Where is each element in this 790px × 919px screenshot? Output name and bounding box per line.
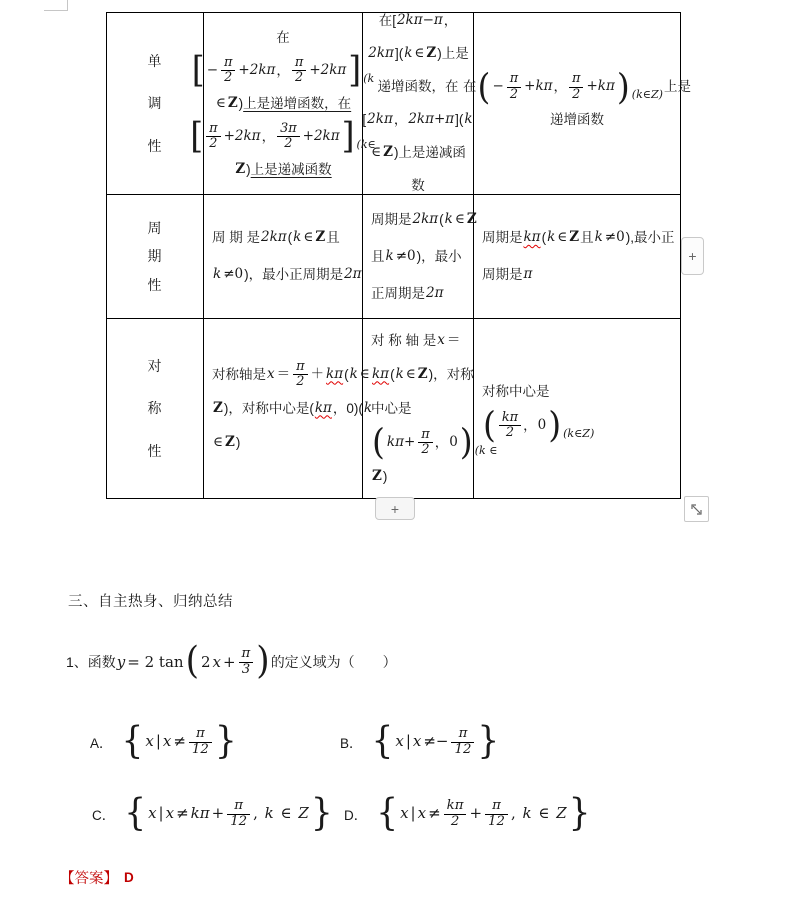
row-label bbox=[107, 195, 204, 319]
math-token: ( bbox=[344, 366, 349, 382]
math-token: { bbox=[121, 719, 144, 763]
row-label-char: 对 bbox=[147, 358, 163, 375]
math-token: ， bbox=[276, 62, 290, 78]
row-label bbox=[107, 319, 204, 499]
row-label-char: 期 bbox=[147, 248, 163, 265]
table-cell bbox=[204, 319, 373, 499]
math-token: (k∈Z) bbox=[563, 426, 595, 440]
math-token: Z bbox=[417, 365, 428, 382]
option-B-label: B． bbox=[340, 736, 363, 751]
math-token: 上是递减函数 bbox=[250, 161, 332, 177]
math-token: k bbox=[404, 45, 413, 62]
math-token: kπ bbox=[326, 365, 344, 382]
math-token: ) bbox=[235, 434, 241, 450]
math-token: x bbox=[412, 731, 422, 750]
math-token: 2kπ+π bbox=[408, 111, 455, 128]
math-token: Z bbox=[569, 229, 580, 246]
fraction: $\frac{3\pi}{2}$ bbox=[277, 122, 300, 152]
math-token: kπ bbox=[523, 229, 541, 246]
math-token: ),最小正 bbox=[625, 230, 675, 246]
math-token: x bbox=[148, 803, 157, 822]
table-cell bbox=[363, 319, 498, 499]
math-token: x bbox=[162, 731, 172, 750]
math-token: , bbox=[510, 803, 521, 822]
math-token: 1、函数 bbox=[66, 654, 116, 670]
math-token: | bbox=[405, 731, 411, 750]
math-token: 上是递增函数，在 bbox=[243, 95, 352, 111]
math-token: ≠− bbox=[423, 731, 449, 750]
math-token: 在 bbox=[463, 79, 477, 95]
math-token: ) bbox=[548, 403, 562, 446]
math-token: 0 bbox=[537, 416, 547, 433]
math-token: ， bbox=[523, 417, 537, 433]
math-token: (k∈Z) bbox=[631, 88, 663, 102]
math-token: )上是 bbox=[437, 46, 469, 62]
fraction: $\frac{\pi}{2}$ bbox=[507, 72, 521, 102]
table-cell bbox=[474, 319, 681, 499]
math-token: 在[ bbox=[378, 13, 396, 29]
math-token: } bbox=[214, 719, 237, 763]
math-token: kπ bbox=[372, 365, 390, 382]
math-token: ∈ bbox=[454, 210, 465, 227]
math-token: (k∈ bbox=[356, 137, 376, 151]
table-row bbox=[107, 195, 681, 319]
math-token: [ bbox=[190, 114, 204, 157]
math-token: 2kπ bbox=[367, 111, 393, 128]
option-A-formula bbox=[121, 719, 238, 763]
math-token: ( bbox=[287, 230, 293, 246]
math-token: Z bbox=[556, 803, 567, 822]
fraction: $\frac{\pi}{12}$ bbox=[189, 727, 212, 758]
math-token: , bbox=[253, 803, 263, 822]
math-token: [ bbox=[191, 48, 205, 91]
math-token: ( bbox=[541, 230, 547, 246]
math-token: ] bbox=[341, 114, 355, 157]
math-token: ]( bbox=[394, 46, 404, 62]
math-token: 对 称 轴 是 bbox=[371, 332, 437, 348]
math-token: 周 期 是 bbox=[212, 230, 261, 246]
math-token: 2π bbox=[344, 266, 362, 283]
math-token: } bbox=[568, 791, 591, 835]
math-token: ＝ bbox=[446, 331, 461, 348]
fraction: $\frac{\pi}{2}$ bbox=[293, 360, 307, 390]
math-token: 递增函数，在 bbox=[377, 79, 459, 95]
row-label bbox=[107, 13, 204, 195]
math-token: 中心是 bbox=[371, 400, 412, 416]
math-token: )，最小 bbox=[416, 248, 462, 264]
math-token: ∈ bbox=[533, 803, 555, 822]
math-token: )上是递减函 bbox=[393, 145, 466, 161]
math-token: ( bbox=[477, 65, 491, 108]
math-token: ( bbox=[372, 420, 385, 463]
table-cell bbox=[363, 13, 474, 195]
option-A bbox=[90, 714, 238, 770]
math-token: + bbox=[222, 653, 236, 671]
math-token: ≠0 bbox=[223, 266, 244, 283]
math-token: k bbox=[444, 210, 453, 227]
math-token: (k bbox=[363, 71, 375, 85]
fraction: $\frac{\pi}{3}$ bbox=[239, 647, 254, 678]
math-token: kπ+ bbox=[386, 433, 416, 450]
math-token: x bbox=[400, 803, 409, 822]
math-token: 2kπ bbox=[368, 45, 394, 62]
fraction: $\frac{k\pi}{2}$ bbox=[499, 411, 521, 441]
math-token: kπ bbox=[190, 803, 210, 822]
math-token: } bbox=[477, 719, 500, 763]
math-token: +2kπ bbox=[238, 61, 276, 78]
math-token: Z bbox=[225, 433, 235, 450]
math-token: +2kπ bbox=[223, 127, 261, 144]
math-token: 且 bbox=[580, 230, 594, 246]
insert-row-button[interactable]: + bbox=[375, 497, 415, 520]
math-token: 2kπ bbox=[412, 210, 439, 227]
math-token: ( bbox=[439, 211, 444, 227]
option-C bbox=[92, 786, 334, 842]
math-token: ＋ bbox=[310, 365, 325, 382]
math-token: ) bbox=[256, 639, 270, 683]
question-1 bbox=[66, 634, 397, 690]
row-label-char: 性 bbox=[147, 138, 163, 155]
row-label-char: 称 bbox=[147, 400, 163, 417]
math-token: { bbox=[371, 719, 394, 763]
insert-column-button[interactable]: + bbox=[681, 237, 704, 275]
fraction: $\frac{\pi}{12}$ bbox=[451, 727, 474, 758]
math-token: +2kπ bbox=[302, 127, 340, 144]
math-token: x bbox=[212, 653, 221, 671]
row-label-char: 单 bbox=[147, 52, 163, 69]
math-token: ， bbox=[261, 128, 276, 144]
fraction: $\frac{\pi}{2}$ bbox=[418, 428, 432, 458]
fraction: $\frac{\pi}{2}$ bbox=[292, 56, 306, 86]
math-token: ∈ bbox=[275, 803, 297, 822]
table-cell bbox=[204, 195, 363, 319]
math-token: Z bbox=[227, 94, 238, 111]
math-token: 且 bbox=[326, 230, 340, 246]
math-token: x bbox=[165, 803, 175, 822]
table-cell bbox=[474, 195, 681, 319]
table-row bbox=[107, 319, 681, 499]
math-token: Z bbox=[466, 210, 477, 227]
trig-properties-table bbox=[106, 12, 691, 499]
math-token: ) bbox=[382, 468, 388, 484]
math-token: ≠ bbox=[173, 731, 186, 750]
math-token: k bbox=[464, 111, 473, 128]
row-label-char: 周 bbox=[147, 220, 163, 237]
math-token: { bbox=[124, 791, 147, 835]
math-token: ( bbox=[390, 366, 395, 382]
math-token: ∈ bbox=[303, 229, 314, 246]
math-token: ∈ bbox=[405, 365, 416, 382]
math-token: (k ∈ bbox=[474, 443, 498, 457]
math-token: y bbox=[116, 653, 126, 671]
math-token: ) bbox=[246, 161, 251, 177]
math-token: 2kπ bbox=[261, 229, 287, 246]
math-token: + bbox=[469, 803, 483, 822]
math-token: ]( bbox=[455, 112, 464, 128]
math-token: ≠0 bbox=[604, 229, 625, 246]
table-resize-button[interactable] bbox=[684, 496, 709, 522]
option-D bbox=[344, 786, 592, 842]
math-token: = 2 tan bbox=[127, 653, 184, 671]
math-token: ∈ bbox=[213, 433, 223, 450]
math-token: ，0)( bbox=[332, 400, 363, 416]
math-token: 2 bbox=[200, 653, 211, 671]
math-token: k bbox=[213, 266, 222, 283]
row-label-char: 性 bbox=[147, 276, 163, 293]
math-token: 0 bbox=[449, 433, 458, 450]
answer-line bbox=[60, 867, 134, 888]
answer-label: 【答案】 bbox=[60, 871, 118, 887]
option-B-formula bbox=[371, 719, 501, 763]
math-token: ≠0 bbox=[395, 247, 416, 264]
math-token: [ bbox=[362, 112, 367, 128]
table-cell bbox=[463, 13, 691, 195]
fraction: $\frac{\pi}{12}$ bbox=[485, 799, 508, 830]
math-token: k bbox=[547, 229, 556, 246]
answer-value: D bbox=[124, 870, 134, 885]
math-token: Z bbox=[235, 160, 246, 177]
option-D-label: D． bbox=[344, 808, 368, 823]
math-token: ， bbox=[553, 79, 568, 95]
math-token: | bbox=[410, 803, 416, 822]
math-token: )，对称 bbox=[428, 366, 474, 382]
math-token: ， bbox=[393, 112, 408, 128]
page-margin-corner-mark bbox=[67, 0, 68, 11]
math-token: 周期是 bbox=[482, 267, 523, 283]
math-token: 对称轴是 bbox=[212, 366, 266, 382]
math-token: )，对称中心是( bbox=[223, 400, 314, 416]
math-token: k bbox=[395, 365, 404, 382]
table-row bbox=[107, 12, 691, 195]
table-cell bbox=[190, 13, 376, 195]
fraction: $\frac{\pi}{2}$ bbox=[221, 56, 235, 86]
math-token: ∈ bbox=[414, 45, 425, 62]
math-token: 上是 bbox=[663, 79, 691, 95]
math-token: ∈ bbox=[371, 144, 382, 161]
math-token: 且 bbox=[371, 248, 385, 264]
row-label-char: 性 bbox=[147, 442, 163, 459]
page-margin-corner-mark bbox=[44, 10, 68, 11]
math-token: 对称中心是 bbox=[482, 383, 550, 399]
math-token: x bbox=[267, 365, 275, 382]
math-token: +kπ bbox=[586, 78, 615, 95]
math-token: +kπ bbox=[524, 78, 553, 95]
resize-diagonal-icon bbox=[689, 502, 704, 517]
fraction: $\frac{\pi}{2}$ bbox=[569, 72, 583, 102]
math-token: π bbox=[523, 266, 533, 283]
math-token: } bbox=[310, 791, 333, 835]
math-token: ) bbox=[238, 95, 244, 111]
math-token: − bbox=[206, 61, 218, 78]
fraction: $\frac{\pi}{12}$ bbox=[227, 799, 250, 830]
math-token: 数 bbox=[411, 178, 425, 194]
table-cell bbox=[363, 195, 477, 319]
math-token: ， bbox=[434, 434, 449, 450]
section-heading: 三、自主热身、归纳总结 bbox=[68, 594, 233, 610]
math-token: x bbox=[395, 731, 404, 750]
math-token: Z bbox=[213, 399, 223, 416]
math-token: k bbox=[594, 229, 603, 246]
math-token: kπ bbox=[314, 399, 332, 416]
math-token: k bbox=[363, 399, 373, 416]
math-token: ≠ bbox=[428, 803, 441, 822]
math-token: 的定义域为（ ） bbox=[270, 654, 397, 670]
math-token: k bbox=[385, 247, 394, 264]
math-token: 在 bbox=[276, 29, 290, 45]
math-token: x bbox=[145, 731, 154, 750]
math-token: + bbox=[211, 803, 225, 822]
math-token: ≠ bbox=[176, 803, 189, 822]
option-A-label: A． bbox=[90, 736, 113, 751]
math-token: k bbox=[264, 803, 274, 822]
math-token: +2kπ bbox=[309, 61, 347, 78]
math-token: 递增函数 bbox=[550, 112, 604, 128]
math-token: 周期是 bbox=[371, 211, 412, 227]
math-token: 正周期是 bbox=[371, 285, 425, 301]
option-C-label: C． bbox=[92, 808, 116, 823]
math-token: 2kπ−π bbox=[396, 12, 443, 29]
math-token: Z bbox=[315, 229, 326, 246]
math-token: { bbox=[376, 791, 399, 835]
math-token: ) bbox=[616, 65, 630, 108]
math-token: ( bbox=[483, 403, 496, 446]
math-token: ∈ bbox=[215, 94, 226, 111]
fraction: $\frac{\pi}{2}$ bbox=[206, 122, 220, 152]
math-token: 周期是 bbox=[482, 230, 523, 246]
math-token: ] bbox=[348, 48, 362, 91]
math-token: Z bbox=[298, 803, 309, 822]
math-token: ( bbox=[185, 639, 199, 683]
row-label-char: 调 bbox=[147, 95, 163, 112]
math-token: − bbox=[492, 78, 504, 95]
math-token: )，最小正周期是 bbox=[244, 267, 344, 283]
math-token: k bbox=[522, 803, 532, 822]
math-token: ∈ bbox=[557, 229, 568, 246]
math-token: x bbox=[437, 331, 445, 348]
math-token: ＝ bbox=[276, 365, 291, 382]
math-token: Z bbox=[426, 45, 437, 62]
math-token: k bbox=[293, 229, 302, 246]
math-token: | bbox=[155, 731, 161, 750]
math-token: 2π bbox=[426, 284, 444, 301]
math-token: | bbox=[158, 803, 164, 822]
math-token: ， bbox=[443, 13, 458, 29]
option-C-formula bbox=[123, 791, 333, 835]
math-token: ∈ bbox=[359, 365, 370, 382]
math-token: Z bbox=[383, 144, 393, 161]
option-B bbox=[340, 714, 500, 770]
math-token: k bbox=[349, 365, 358, 382]
math-token: ) bbox=[459, 420, 473, 463]
option-D-formula bbox=[375, 791, 591, 835]
math-token: x bbox=[417, 803, 427, 822]
math-token: Z bbox=[372, 467, 382, 484]
fraction: $\frac{k\pi}{2}$ bbox=[444, 799, 467, 830]
